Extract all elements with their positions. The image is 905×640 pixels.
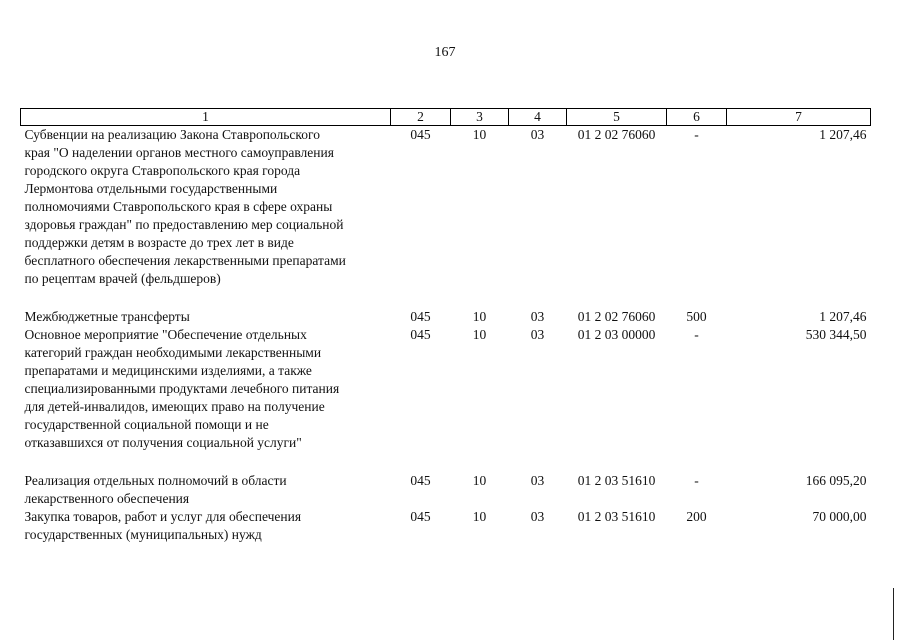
row-code-4: 03 (530, 309, 545, 324)
row-code-5: 01 2 02 76060 (577, 127, 656, 142)
row-code-3: 10 (472, 473, 487, 488)
column-header-3: 3 (451, 109, 509, 126)
row-amount: 70 000,00 (812, 509, 867, 524)
row-amount: 166 095,20 (805, 473, 867, 488)
row-code-5: 01 2 03 51610 (577, 509, 656, 524)
table-row (21, 508, 871, 544)
row-code-5: 01 2 03 00000 (577, 327, 656, 342)
row-code-3: 10 (472, 309, 487, 324)
row-name: Основное мероприятие "Обеспечение отдельных категорий граждан необходимыми лекарственными препаратами и медицинскими изделиями, а также специализированными продуктами лечебного питания для детей-инвалидов, имеющих право на получение государственной социальной помощи и не отказавшихся от получения социальной услуги" (24, 327, 340, 450)
row-code-2: 045 (410, 309, 431, 324)
row-amount: 530 344,50 (805, 327, 867, 342)
row-code-2: 045 (410, 509, 431, 524)
row-name: Закупка товаров, работ и услуг для обеспечения государственных (муниципальных) нужд (24, 509, 302, 542)
row-code-2: 045 (410, 473, 431, 488)
column-header-1: 1 (21, 109, 391, 126)
row-code-5: 01 2 02 76060 (577, 309, 656, 324)
row-name: Реализация отдельных полномочий в области лекарственного обеспечения (24, 473, 287, 506)
row-code-6: - (694, 473, 699, 488)
row-code-2: 045 (410, 127, 431, 142)
row-code-4: 03 (530, 473, 545, 488)
row-code-6: - (694, 127, 699, 142)
column-header-2: 2 (391, 109, 451, 126)
row-spacer (21, 452, 871, 472)
row-code-6: 500 (686, 309, 707, 324)
row-code-3: 10 (472, 327, 487, 342)
scan-edge-line (893, 588, 894, 640)
row-spacer (21, 288, 871, 308)
row-code-4: 03 (530, 509, 545, 524)
column-header-4: 4 (509, 109, 567, 126)
column-header-5: 5 (567, 109, 667, 126)
row-code-4: 03 (530, 327, 545, 342)
row-code-5: 01 2 03 51610 (577, 473, 656, 488)
row-code-3: 10 (472, 127, 487, 142)
table-row (21, 308, 871, 326)
table-row (21, 472, 871, 508)
row-code-4: 03 (530, 127, 545, 142)
column-header-7: 7 (727, 109, 871, 126)
row-amount: 1 207,46 (819, 309, 867, 324)
row-code-6: 200 (686, 509, 707, 524)
row-code-2: 045 (410, 327, 431, 342)
row-name: Субвенции на реализацию Закона Ставропольского края "О наделении органов местного самоуправления городского округа Ставропольского края города Лермонтова отдельными государственными полномочиями Ставропольского края в сфере охраны здоровья граждан" по предоставлению мер социальной поддержки детям в возрасте до трех лет в виде бесплатного обеспечения лекарственными препаратами по рецептам врачей (фельдшеров) (24, 127, 346, 286)
table-header-row (21, 109, 871, 126)
row-code-3: 10 (472, 509, 487, 524)
page-number: 167 (434, 45, 456, 60)
row-code-6: - (694, 327, 699, 342)
budget-table (20, 108, 871, 544)
column-header-6: 6 (667, 109, 727, 126)
table-row (21, 126, 871, 289)
row-name: Межбюджетные трансферты (24, 309, 190, 324)
row-amount: 1 207,46 (819, 127, 867, 142)
table-row (21, 326, 871, 452)
